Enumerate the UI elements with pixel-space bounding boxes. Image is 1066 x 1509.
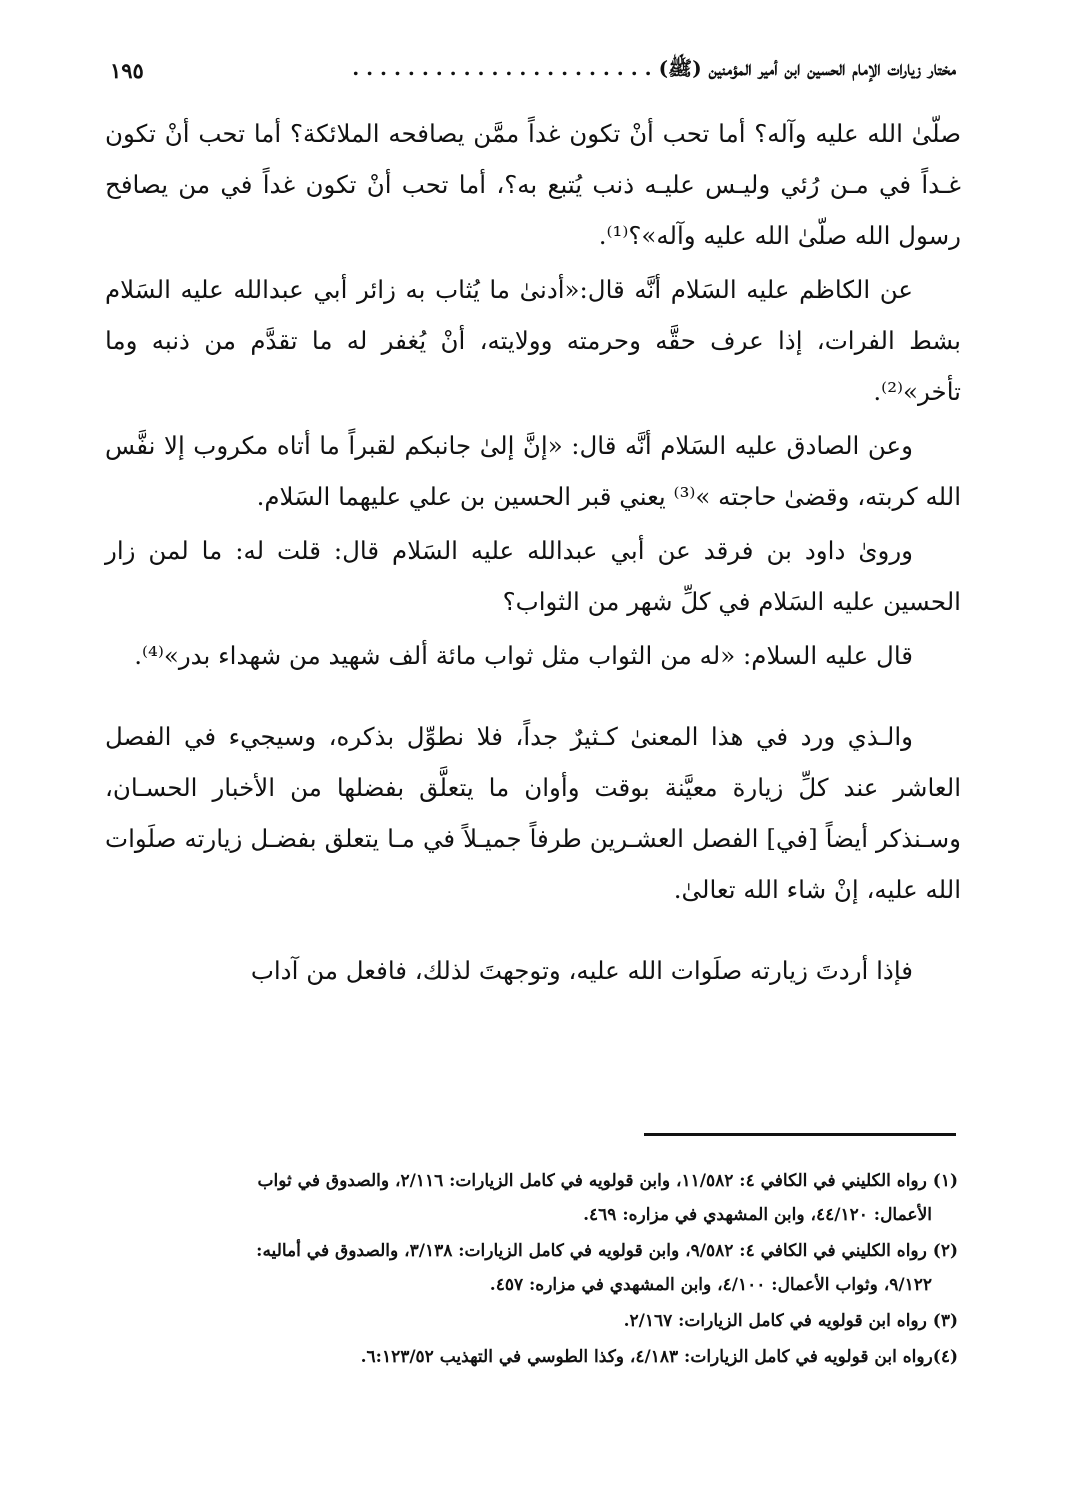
paragraph: عن الكاظم عليه السَلام أنَّه قال:«أدنىٰ ما يُثاب به زائر أبي عبدالله عليه السَلام بشط الفرات، إذا عرف حقَّه وحرمته وولايته، أنْ يُغفر له ما تقدَّم من ذنبه وما تأخر»⁽²⁾. [105,275,961,406]
footnotes [106,1164,958,1374]
paragraph: قال عليه السلام: «له من الثواب مثل ثواب مائة ألف شهيد من شهداء بدر»⁽⁴⁾. [134,641,913,670]
paragraph: وعن الصادق عليه السَلام أنَّه قال: «إنَّ إلىٰ جانبكم لقبراً ما أتاه مكروب إلا نفَّس الله كربته، وقضىٰ حاجته »⁽³⁾ يعني قبر الحسين بن علي عليهما السَلام. [105,431,961,511]
footnote [106,1164,958,1232]
footnote [106,1304,958,1338]
paragraph: فإذا أردتَ زيارته صلَوات الله عليه، وتوجهتَ لذلك، فافعل من آداب [250,956,913,985]
paragraph: والـذي ورد في هذا المعنىٰ كـثيرٌ جداً، فلا نطوِّل بذكره، وسيجيء في الفصل العاشر عند كلِّ زيارة معيَّنة بوقت وأوان ما يتعلَّق بفضلها من الأخبار الحسـان، وسـنذكر أيضاً [في] الفصل العشـرين طرفاً جميـلاً في مـا يتعلق بفضـل زيارته صلَوات الله عليه، إنْ شاء الله تعالىٰ. [105,722,961,904]
header-title: مختار زيارات الإمام الحسين ابن أمير المؤمنين (ﷺ) . . . . . . . . . . . . . . . . . . . . . . [352,55,956,80]
paragraph: ورویٰ داود بن فرقد عن أبي عبدالله عليه السَلام قال: قلت له: ما لمن زار الحسين عليه السَلام في كلِّ شهر من الثواب؟ [105,536,961,616]
paragraph: صلّىٰ الله عليه وآله؟ أما تحب أنْ تكون غداً ممَّن يصافحه الملائكة؟ أما تحب أنْ تكون غـداً في مـن رُئي وليـس عليـه ذنب يُتبع به؟، أما تحب أنْ تكون غداً في من يصافح رسول الله صلّىٰ الله عليه وآله»؟⁽¹⁾. [105,119,961,250]
page-number: ١٩٥ [110,57,144,83]
footnote-line: (٢) رواه الكليني في الكافي ٤: ٩/٥٨٢، وابن قولويه في كامل الزيارات: ٣/١٣٨، والصدوق في أماليه: [256,1241,958,1261]
running-header [110,50,956,90]
footnote-line: (١) رواه الكليني في الكافي ٤: ١١/٥٨٢، وابن قولويه في كامل الزيارات: ٢/١١٦، والصدوق في ثواب [257,1171,958,1191]
footnote-line: (٣) رواه ابن قولويه في كامل الزيارات: ٢/١٦٧. [623,1311,958,1331]
footnote-line: (٤)رواه ابن قولويه في كامل الزيارات: ٤/١٨٣، وكذا الطوسي في التهذيب ٦:١٢٣/٥٢. [360,1347,958,1367]
footnote-separator [644,1133,956,1136]
main-text [105,108,961,996]
footnote-line: ٩/١٢٢، وثواب الأعمال: ٤/١٠٠، وابن المشهدي في مزاره: ٤٥٧. [489,1275,932,1295]
footnote [106,1234,958,1302]
footnote [106,1340,958,1374]
footnote-line: الأعمال: ٤٤/١٢٠، وابن المشهدي في مزاره: ٤٦٩. [583,1205,932,1225]
